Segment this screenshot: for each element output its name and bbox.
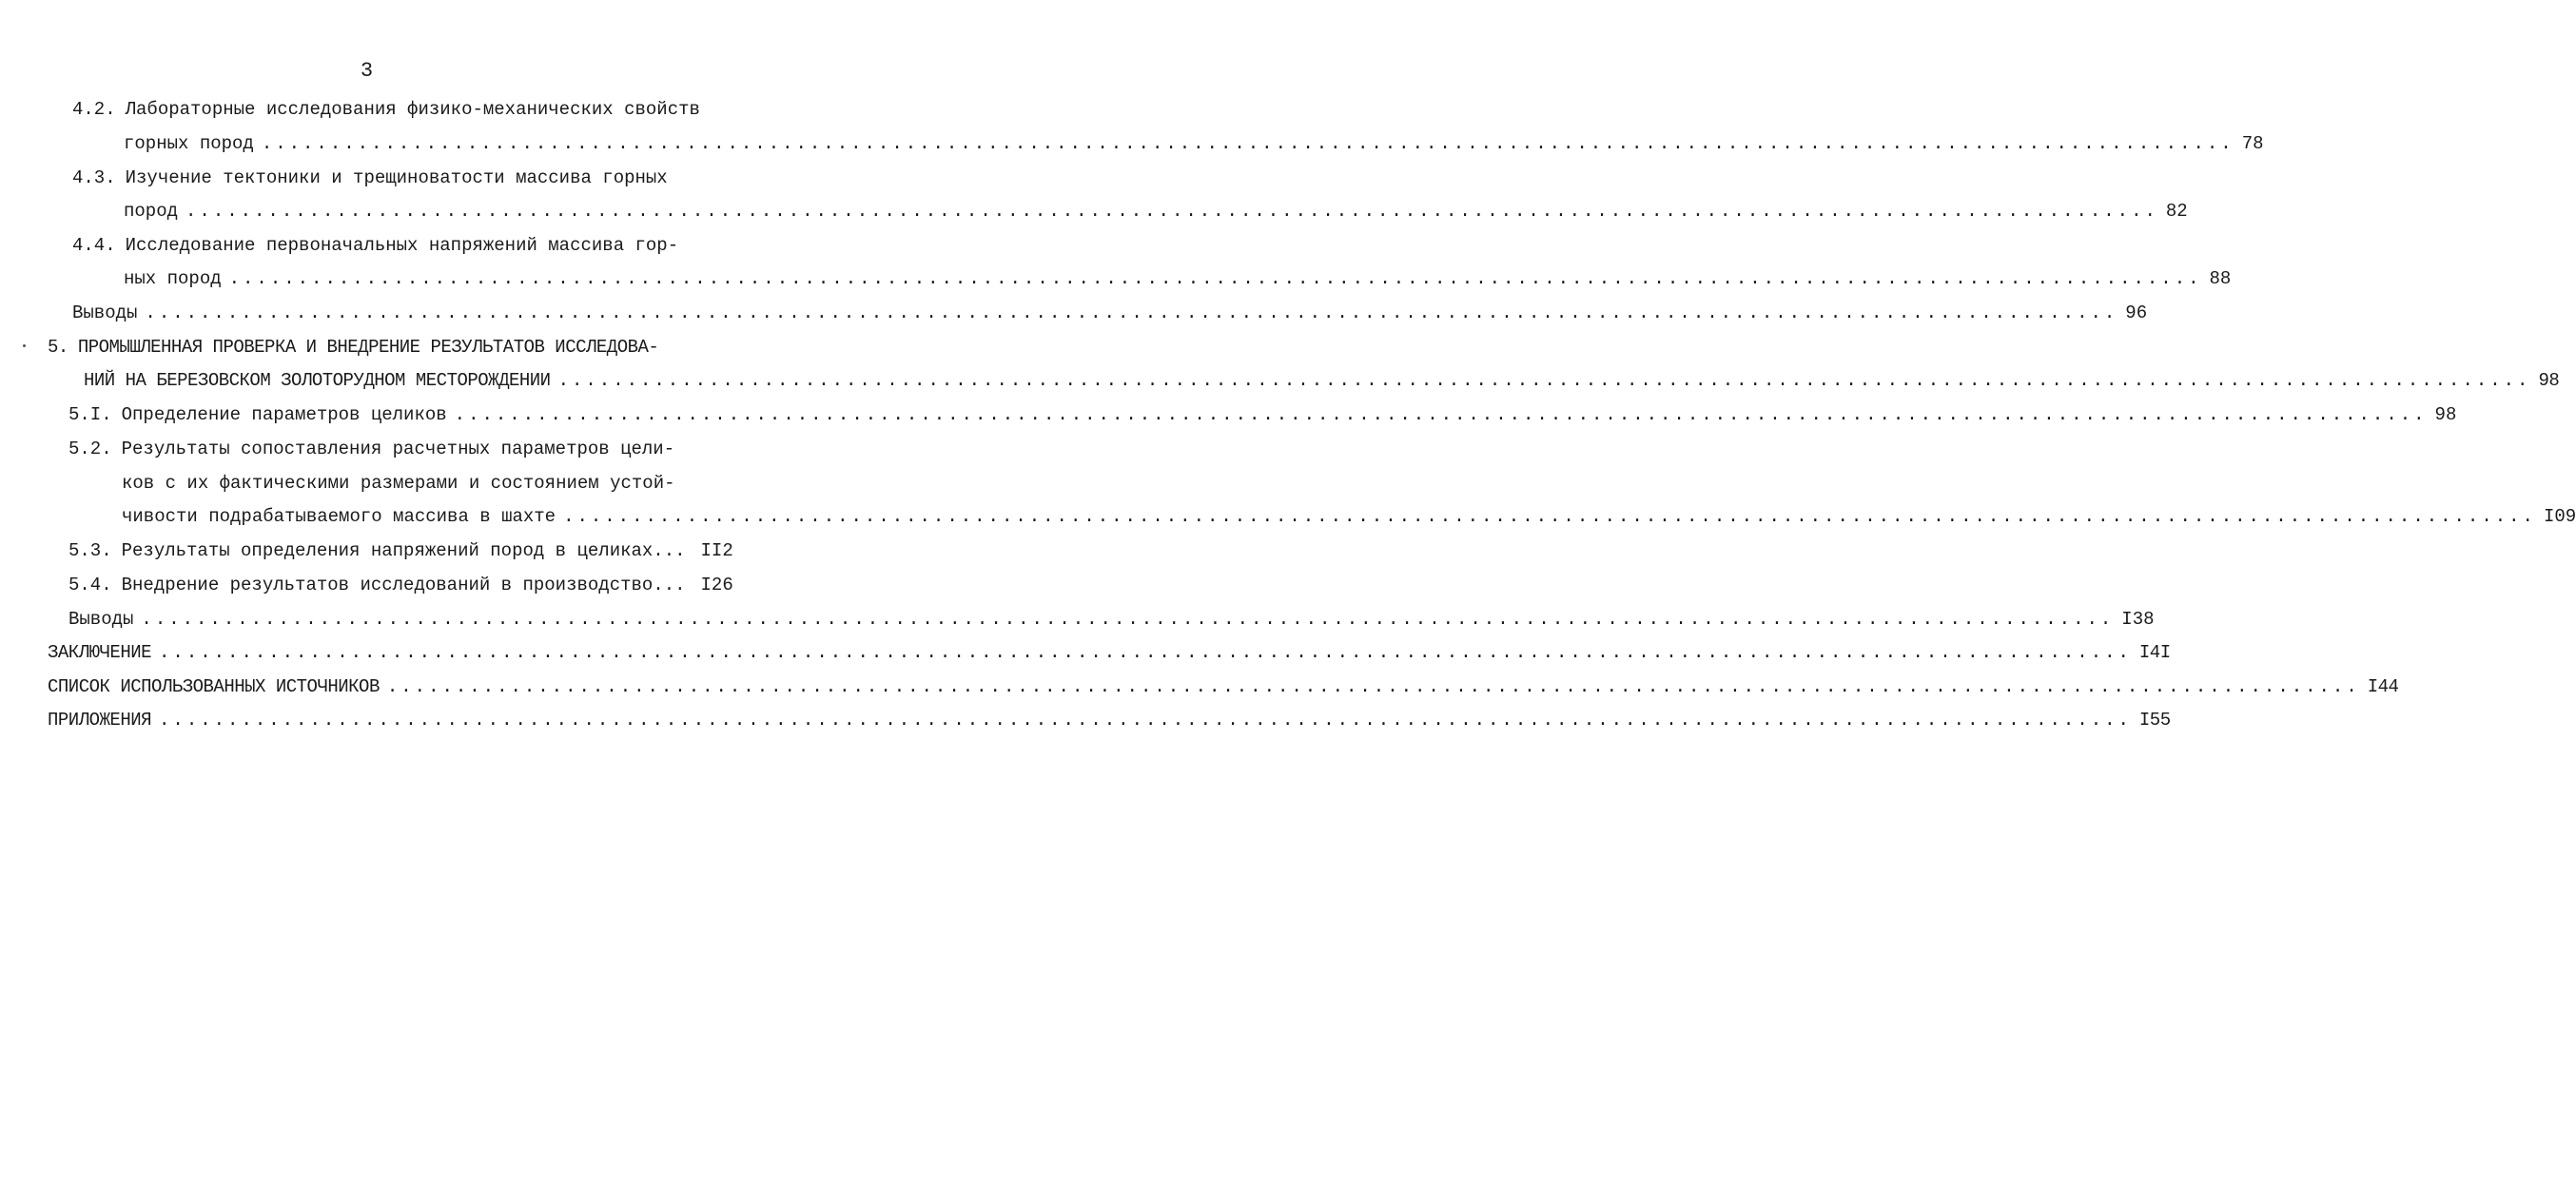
section-title-continued: пород	[124, 201, 179, 222]
page-ref: I09	[2543, 506, 2576, 527]
section-title-continued: ных пород	[124, 268, 222, 289]
section-title-continued: чивости подрабатываемого массива в шахте	[122, 506, 556, 527]
entry-label: ПРИЛОЖЕНИЯ	[48, 710, 152, 731]
toc-entry-5-2-line3	[122, 502, 2576, 531]
page-ref: 98	[2538, 370, 2560, 391]
leader-dots	[185, 197, 2158, 225]
section-number: 5.3.	[68, 540, 112, 561]
entry-label: Выводы	[72, 302, 138, 323]
leader-dots	[455, 400, 2428, 429]
toc-entry-5-3	[68, 536, 733, 565]
section-number: 5.I.	[68, 404, 112, 425]
toc-entry-references	[48, 673, 2399, 701]
page-ref: 96	[2125, 302, 2148, 323]
toc-entry-conclusions-4	[72, 299, 2148, 327]
chapter-title-continued: НИЙ НА БЕРЕЗОВСКОМ ЗОЛОТОРУДНОМ МЕСТОРОЖДЕНИИ	[84, 370, 551, 391]
page-ref: 88	[2209, 268, 2232, 289]
leader-dots	[387, 673, 2360, 701]
entry-label: СПИСОК ИСПОЛЬЗОВАННЫХ ИСТОЧНИКОВ	[48, 676, 380, 697]
page-ref: I38	[2121, 609, 2155, 630]
section-title: Исследование первоначальных напряжений массива гор-	[125, 235, 679, 256]
toc-entry-conclusions-5	[68, 605, 2155, 634]
toc-entry-5-1	[68, 400, 2457, 429]
entry-label: Выводы	[68, 609, 134, 630]
section-title: Результаты сопоставления расчетных параметров цели-	[121, 439, 675, 459]
section-number: 4.2.	[72, 99, 116, 120]
page-ref: 82	[2165, 201, 2188, 222]
toc-entry-4-2-line2	[124, 129, 2264, 158]
page-ref: I55	[2138, 710, 2171, 731]
leader-dots	[145, 299, 2117, 327]
leader-dots	[229, 264, 2202, 293]
leader-dots	[262, 129, 2234, 158]
leader-dots	[141, 605, 2114, 634]
toc-entry-ch5-line1	[48, 333, 658, 361]
page-ref: I4I	[2138, 642, 2171, 663]
section-number: 5.4.	[68, 575, 112, 595]
toc-entry-appendices	[48, 706, 2171, 734]
chapter-number: 5.	[48, 337, 68, 358]
toc-entry-5-2-line1	[68, 435, 674, 463]
section-number: 5.2.	[68, 439, 112, 459]
toc-entry-ch5-line2	[84, 366, 2560, 395]
section-title: Результаты определения напряжений пород в целиках...	[121, 540, 686, 561]
toc-entry-4-2-line1	[72, 95, 700, 124]
stray-mark	[23, 344, 26, 347]
section-title-continued: горных пород	[124, 133, 254, 154]
section-number: 4.4.	[72, 235, 116, 256]
section-title: Изучение тектоники и трещиноватости массива горных	[125, 167, 668, 188]
toc-entry-4-4-line2	[124, 264, 2232, 293]
section-title-continued: ков с их фактическими размерами и состоянием устой-	[122, 473, 675, 494]
page-ref: I44	[2367, 676, 2399, 697]
section-title: Определение параметров целиков	[121, 404, 447, 425]
toc-entry-5-2-line2	[122, 469, 675, 497]
toc-entry-4-3-line2	[124, 197, 2188, 225]
entry-label: ЗАКЛЮЧЕНИЕ	[48, 642, 152, 663]
section-number: 4.3.	[72, 167, 116, 188]
leader-dots	[563, 502, 2536, 531]
page-ref: II2	[700, 540, 733, 561]
page-ref: 98	[2434, 404, 2457, 425]
toc-entry-4-3-line1	[72, 164, 668, 192]
page-ref: I26	[700, 575, 733, 595]
toc-entry-4-4-line1	[72, 231, 678, 260]
leader-dots	[558, 366, 2531, 395]
page-number: 3	[360, 59, 374, 83]
leader-dots	[159, 638, 2132, 667]
page-ref: 78	[2241, 133, 2264, 154]
section-title: Лабораторные исследования физико-механических свойств	[125, 99, 700, 120]
toc-entry-5-4	[68, 571, 733, 599]
toc-entry-conclusion	[48, 638, 2171, 667]
leader-dots	[159, 706, 2132, 734]
chapter-title: ПРОМЫШЛЕННАЯ ПРОВЕРКА И ВНЕДРЕНИЕ РЕЗУЛЬТАТОВ ИССЛЕДОВА-	[77, 337, 659, 358]
section-title: Внедрение результатов исследований в производство...	[121, 575, 686, 595]
